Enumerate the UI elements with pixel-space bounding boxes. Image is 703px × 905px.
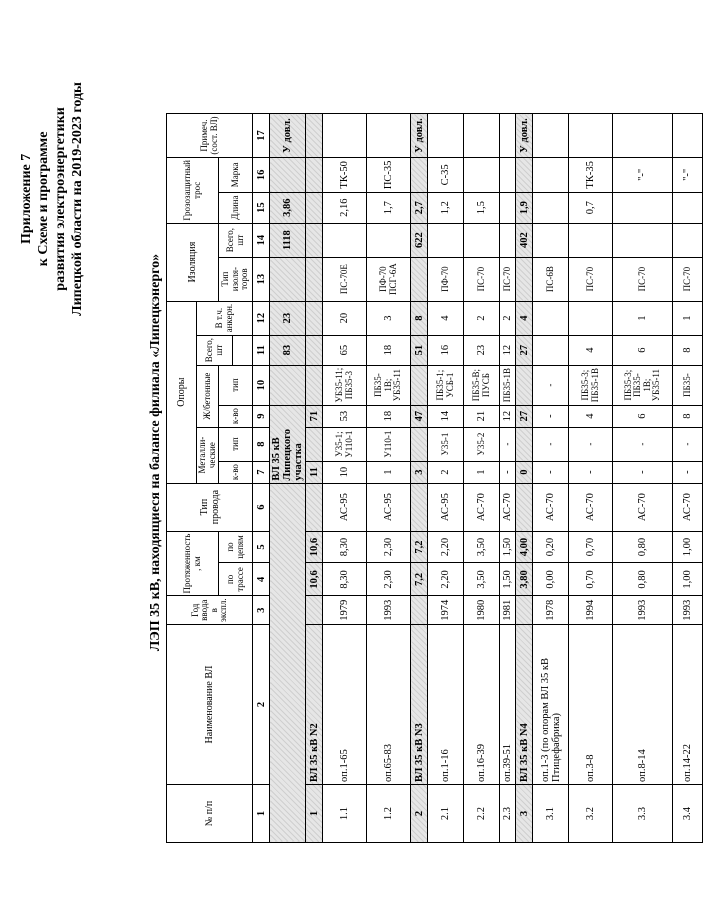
row-note bbox=[673, 114, 703, 158]
header-wire: Тип провода bbox=[167, 483, 253, 531]
row-anchor bbox=[533, 301, 569, 335]
row-conc-type: - bbox=[533, 365, 569, 405]
header-concrete: Ж/бетонные bbox=[197, 365, 219, 427]
row-cable-len bbox=[533, 192, 569, 223]
row-conc-type: ПБ35-В; ПУСБ bbox=[464, 365, 500, 405]
group-row bbox=[516, 114, 533, 843]
header-length: Протяженность , км bbox=[167, 531, 219, 596]
group-num: 2 bbox=[411, 785, 428, 843]
row-name: оп.8-14 bbox=[613, 625, 673, 785]
group-chain: 4,00 bbox=[516, 531, 533, 563]
section-total: 83 bbox=[270, 335, 306, 365]
table-row bbox=[673, 114, 703, 843]
group-chain: 7,2 bbox=[411, 531, 428, 563]
row-year: 1994 bbox=[569, 596, 613, 625]
row-wire: АС-70 bbox=[533, 483, 569, 531]
group-metal-qty: 0 bbox=[516, 461, 533, 483]
row-metal-type: У35-1; У110-1 bbox=[323, 427, 367, 461]
table-title: ЛЭП 35 кВ, находящиеся на балансе филиала «Липецкэнерго» bbox=[148, 253, 163, 652]
table-row bbox=[500, 114, 516, 843]
header-total: Всего, шт bbox=[197, 335, 233, 365]
group-conc-qty: 27 bbox=[516, 405, 533, 427]
row-total: 16 bbox=[428, 335, 464, 365]
row-ins-total bbox=[533, 223, 569, 257]
row-cable-mark: "-" bbox=[673, 158, 703, 193]
group-route: 7,2 bbox=[411, 563, 428, 596]
row-ins-total bbox=[569, 223, 613, 257]
row-ins-total bbox=[428, 223, 464, 257]
row-num: 2.3 bbox=[500, 785, 516, 843]
header-insulation: Изоляция bbox=[167, 223, 219, 301]
row-year: 1993 bbox=[613, 596, 673, 625]
row-cable-len: 1,7 bbox=[367, 192, 411, 223]
row-year: 1980 bbox=[464, 596, 500, 625]
row-year: 1978 bbox=[533, 596, 569, 625]
column-number: 15 bbox=[253, 192, 270, 223]
header-cable-len: Длина bbox=[219, 192, 253, 223]
row-num: 2.2 bbox=[464, 785, 500, 843]
row-num: 2.1 bbox=[428, 785, 464, 843]
row-wire: АС-70 bbox=[673, 483, 703, 531]
column-number: 6 bbox=[253, 483, 270, 531]
row-name: оп.65-83 bbox=[367, 625, 411, 785]
row-chain: 8,30 bbox=[323, 531, 367, 563]
row-anchor: 3 bbox=[367, 301, 411, 335]
row-total: 4 bbox=[569, 335, 613, 365]
row-wire: АС-95 bbox=[428, 483, 464, 531]
row-cable-mark bbox=[464, 158, 500, 193]
header-anchor: В т.ч. анкерн. bbox=[197, 301, 253, 335]
row-route: 8,30 bbox=[323, 563, 367, 596]
row-note bbox=[500, 114, 516, 158]
header-year: Год ввода в экспл. bbox=[167, 596, 253, 625]
group-note: У довл. bbox=[516, 114, 533, 158]
row-conc-qty: 14 bbox=[428, 405, 464, 427]
header-name: Наименование ВЛ bbox=[167, 625, 253, 785]
row-num: 3.4 bbox=[673, 785, 703, 843]
header-supports: Опоры bbox=[167, 301, 197, 483]
row-chain: 1,00 bbox=[673, 531, 703, 563]
row-metal-qty: - bbox=[569, 461, 613, 483]
row-chain: 0,20 bbox=[533, 531, 569, 563]
header-conc-type: тип bbox=[219, 365, 253, 405]
table-row bbox=[533, 114, 569, 843]
row-name: оп.14-22 bbox=[673, 625, 703, 785]
column-number: 8 bbox=[253, 427, 270, 461]
row-conc-type: УБ35-11; ПБ35-3 bbox=[323, 365, 367, 405]
header-len-chain: по цепям bbox=[219, 531, 253, 563]
row-name: оп.1-3 (по опорам ВЛ 35 кВ Птицефабрика) bbox=[533, 625, 569, 785]
heading-line: Липецкой области на 2019-2023 годы bbox=[70, 82, 85, 316]
row-cable-mark: ТК-35 bbox=[569, 158, 613, 193]
row-anchor bbox=[569, 301, 613, 335]
row-note bbox=[323, 114, 367, 158]
row-wire: АС-70 bbox=[613, 483, 673, 531]
section-row bbox=[270, 114, 306, 843]
group-metal-qty: 3 bbox=[411, 461, 428, 483]
group-chain: 10,6 bbox=[306, 531, 323, 563]
row-ins-type: ПС-6В bbox=[533, 257, 569, 301]
row-cable-len: 0,7 bbox=[569, 192, 613, 223]
column-number: 10 bbox=[253, 365, 270, 405]
row-conc-type: ПБ35-1В; УБ35-11 bbox=[367, 365, 411, 405]
group-note: У довл. bbox=[411, 114, 428, 158]
row-anchor: 2 bbox=[500, 301, 516, 335]
row-anchor: 1 bbox=[613, 301, 673, 335]
header-metal-qty: к-во bbox=[219, 461, 253, 483]
group-row bbox=[306, 114, 323, 843]
row-metal-qty: - bbox=[673, 461, 703, 483]
column-number: 13 bbox=[253, 257, 270, 301]
row-cable-mark: "-" bbox=[613, 158, 673, 193]
header-len-route: по трассе bbox=[219, 563, 253, 596]
power-lines-table bbox=[166, 113, 703, 843]
column-number: 9 bbox=[253, 405, 270, 427]
row-conc-qty: 21 bbox=[464, 405, 500, 427]
row-metal-type: - bbox=[500, 427, 516, 461]
group-total: 27 bbox=[516, 335, 533, 365]
group-row bbox=[411, 114, 428, 843]
header-metal: Металли-ческие bbox=[197, 427, 219, 483]
row-conc-type: ПБ35-3; ПБ35-1В; УБ35-11 bbox=[613, 365, 673, 405]
section-anchor: 23 bbox=[270, 301, 306, 335]
column-number-row bbox=[253, 114, 270, 843]
column-number: 12 bbox=[253, 301, 270, 335]
header-note: Примеч. (сост. ВЛ) bbox=[167, 114, 253, 158]
row-total: 12 bbox=[500, 335, 516, 365]
group-num: 3 bbox=[516, 785, 533, 843]
row-ins-total bbox=[500, 223, 516, 257]
header-metal-type: тип bbox=[219, 427, 253, 461]
column-number: 4 bbox=[253, 563, 270, 596]
group-cable-len: 2,7 bbox=[411, 192, 428, 223]
row-metal-type: - bbox=[533, 427, 569, 461]
row-anchor: 2 bbox=[464, 301, 500, 335]
group-ins-total: 622 bbox=[411, 223, 428, 257]
row-ins-type: ПФ-70 ПСГ-6А bbox=[367, 257, 411, 301]
row-metal-type: У35-1 bbox=[428, 427, 464, 461]
column-number: 14 bbox=[253, 223, 270, 257]
row-route: 1,00 bbox=[673, 563, 703, 596]
row-metal-qty: 2 bbox=[428, 461, 464, 483]
row-metal-qty: 1 bbox=[464, 461, 500, 483]
row-metal-type: - bbox=[569, 427, 613, 461]
section-cable-len: 3,86 bbox=[270, 192, 306, 223]
row-ins-total bbox=[464, 223, 500, 257]
header-ins-type: Тип изоля-торов bbox=[219, 257, 253, 301]
column-number: 7 bbox=[253, 461, 270, 483]
row-num: 3.1 bbox=[533, 785, 569, 843]
row-total: 23 bbox=[464, 335, 500, 365]
section-ins-total: 1118 bbox=[270, 223, 306, 257]
header-num: № п/п bbox=[167, 785, 253, 843]
row-cable-mark: ПС-35 bbox=[367, 158, 411, 193]
row-year: 1979 bbox=[323, 596, 367, 625]
row-conc-qty: 53 bbox=[323, 405, 367, 427]
row-ins-type: ПС-70 bbox=[613, 257, 673, 301]
row-chain: 0,70 bbox=[569, 531, 613, 563]
group-conc-qty: 71 bbox=[306, 405, 323, 427]
row-cable-len: 1,2 bbox=[428, 192, 464, 223]
column-number: 16 bbox=[253, 158, 270, 193]
row-total bbox=[533, 335, 569, 365]
row-route: 2,30 bbox=[367, 563, 411, 596]
row-conc-qty: 12 bbox=[500, 405, 516, 427]
row-cable-mark bbox=[500, 158, 516, 193]
row-metal-qty: - bbox=[533, 461, 569, 483]
row-name: оп.1-65 bbox=[323, 625, 367, 785]
group-cable-len: 1,9 bbox=[516, 192, 533, 223]
row-conc-type: ПБ35-3; ПБ35-1В bbox=[569, 365, 613, 405]
row-wire: АС-95 bbox=[367, 483, 411, 531]
row-chain: 0,80 bbox=[613, 531, 673, 563]
row-num: 3.2 bbox=[569, 785, 613, 843]
header-cable: Грозозащитный трос bbox=[167, 158, 219, 224]
group-route: 3,80 bbox=[516, 563, 533, 596]
table-row bbox=[323, 114, 367, 843]
row-metal-type: - bbox=[673, 427, 703, 461]
row-year: 1981 bbox=[500, 596, 516, 625]
row-cable-len bbox=[500, 192, 516, 223]
section-title: ВЛ 35 кВ Липецкого участка bbox=[270, 405, 306, 483]
row-chain: 1,50 bbox=[500, 531, 516, 563]
row-note bbox=[533, 114, 569, 158]
row-cable-mark bbox=[533, 158, 569, 193]
row-total: 18 bbox=[367, 335, 411, 365]
header-conc-qty: к-во bbox=[219, 405, 253, 427]
row-name: оп.3-8 bbox=[569, 625, 613, 785]
row-ins-type: ПС-70 bbox=[500, 257, 516, 301]
table-row bbox=[569, 114, 613, 843]
group-anchor: 4 bbox=[516, 301, 533, 335]
row-cable-len: 2,16 bbox=[323, 192, 367, 223]
row-conc-type: ПБ35-1В bbox=[500, 365, 516, 405]
row-conc-type: ПБ35-1; УСБ-1 bbox=[428, 365, 464, 405]
row-ins-total bbox=[323, 223, 367, 257]
row-cable-mark: С-35 bbox=[428, 158, 464, 193]
row-wire: АС-95 bbox=[323, 483, 367, 531]
row-anchor: 1 bbox=[673, 301, 703, 335]
row-anchor: 20 bbox=[323, 301, 367, 335]
row-route: 0,80 bbox=[613, 563, 673, 596]
row-name: оп.39-51 bbox=[500, 625, 516, 785]
row-year: 1993 bbox=[673, 596, 703, 625]
table-row bbox=[367, 114, 411, 843]
group-total: 51 bbox=[411, 335, 428, 365]
row-metal-qty: - bbox=[613, 461, 673, 483]
column-number: 5 bbox=[253, 531, 270, 563]
group-ins-total: 402 bbox=[516, 223, 533, 257]
row-conc-qty: 18 bbox=[367, 405, 411, 427]
row-ins-type: ПФ-70 bbox=[428, 257, 464, 301]
row-anchor: 4 bbox=[428, 301, 464, 335]
group-conc-qty: 47 bbox=[411, 405, 428, 427]
row-metal-qty: 10 bbox=[323, 461, 367, 483]
row-note bbox=[569, 114, 613, 158]
heading-line: к Схеме и программе bbox=[36, 131, 51, 267]
row-year: 1974 bbox=[428, 596, 464, 625]
row-wire: АС-70 bbox=[464, 483, 500, 531]
row-num: 3.3 bbox=[613, 785, 673, 843]
row-route: 2,20 bbox=[428, 563, 464, 596]
row-total: 6 bbox=[613, 335, 673, 365]
row-conc-qty: 6 bbox=[613, 405, 673, 427]
row-wire: АС-70 bbox=[500, 483, 516, 531]
row-year: 1993 bbox=[367, 596, 411, 625]
group-route: 10,6 bbox=[306, 563, 323, 596]
row-ins-total bbox=[673, 223, 703, 257]
row-metal-qty: 1 bbox=[367, 461, 411, 483]
column-number: 11 bbox=[253, 335, 270, 365]
group-metal-qty: 11 bbox=[306, 461, 323, 483]
row-route: 0,00 bbox=[533, 563, 569, 596]
group-name: ВЛ 35 кВ N3 bbox=[411, 625, 428, 785]
row-ins-type: ПС-70 bbox=[464, 257, 500, 301]
column-number: 3 bbox=[253, 596, 270, 625]
table-row bbox=[428, 114, 464, 843]
row-metal-type: У110-1 bbox=[367, 427, 411, 461]
row-note bbox=[613, 114, 673, 158]
row-route: 0,70 bbox=[569, 563, 613, 596]
column-number: 2 bbox=[253, 625, 270, 785]
row-num: 1.1 bbox=[323, 785, 367, 843]
row-note bbox=[464, 114, 500, 158]
column-number: 1 bbox=[253, 785, 270, 843]
row-conc-qty: - bbox=[533, 405, 569, 427]
row-name: оп.1-16 bbox=[428, 625, 464, 785]
row-chain: 3,50 bbox=[464, 531, 500, 563]
row-note bbox=[367, 114, 411, 158]
row-ins-type: ПС-70 bbox=[569, 257, 613, 301]
row-cable-len bbox=[613, 192, 673, 223]
row-route: 3,50 bbox=[464, 563, 500, 596]
row-name: оп.16-39 bbox=[464, 625, 500, 785]
row-cable-len bbox=[673, 192, 703, 223]
row-conc-qty: 4 bbox=[569, 405, 613, 427]
row-ins-type: ПС-70 bbox=[673, 257, 703, 301]
document-heading bbox=[18, 82, 86, 316]
row-ins-total bbox=[367, 223, 411, 257]
heading-line: развития электроэнергетики bbox=[53, 107, 68, 291]
group-name: ВЛ 35 кВ N4 bbox=[516, 625, 533, 785]
column-number: 17 bbox=[253, 114, 270, 158]
row-total: 65 bbox=[323, 335, 367, 365]
row-chain: 2,30 bbox=[367, 531, 411, 563]
header-cable-mark: Марка bbox=[219, 158, 253, 193]
row-metal-qty: - bbox=[500, 461, 516, 483]
heading-line: Приложение 7 bbox=[19, 153, 34, 245]
row-num: 1.2 bbox=[367, 785, 411, 843]
group-num: 1 bbox=[306, 785, 323, 843]
row-cable-mark: ТК-50 bbox=[323, 158, 367, 193]
row-metal-type: У35-2 bbox=[464, 427, 500, 461]
row-chain: 2,20 bbox=[428, 531, 464, 563]
row-metal-type: - bbox=[613, 427, 673, 461]
row-conc-qty: 8 bbox=[673, 405, 703, 427]
section-note: У довл. bbox=[270, 114, 306, 158]
row-note bbox=[428, 114, 464, 158]
group-anchor: 8 bbox=[411, 301, 428, 335]
row-route: 1,50 bbox=[500, 563, 516, 596]
row-conc-type: ПБ35- bbox=[673, 365, 703, 405]
header-ins-total: Всего, шт bbox=[219, 223, 253, 257]
group-name: ВЛ 35 кВ N2 bbox=[306, 625, 323, 785]
row-cable-len: 1,5 bbox=[464, 192, 500, 223]
table-row bbox=[464, 114, 500, 843]
row-ins-type: ПС-70Е bbox=[323, 257, 367, 301]
table-row bbox=[613, 114, 673, 843]
row-ins-total bbox=[613, 223, 673, 257]
row-wire: АС-70 bbox=[569, 483, 613, 531]
row-total: 8 bbox=[673, 335, 703, 365]
